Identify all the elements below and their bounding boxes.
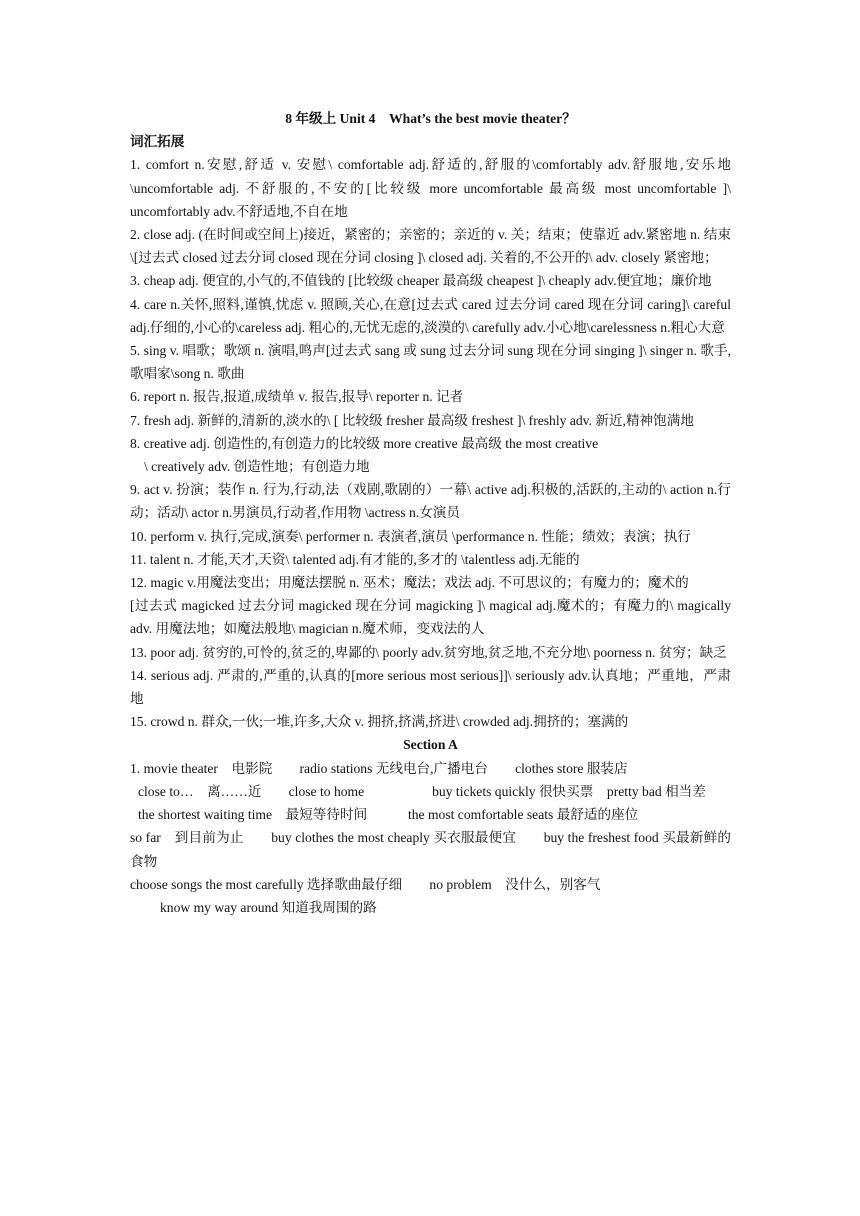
vocab-entry: 13. poor adj. 贫穷的,可怜的,贫乏的,卑鄙的\ poorly adv.贫穷地,贫乏地,不充分地\ poorness n. 贫穷；缺乏 xyxy=(130,644,727,660)
vocab-entry: 6. report n. 报告,报道,成绩单 v. 报告,报导\ reporter n. 记者 xyxy=(130,389,464,405)
vocab-entry: 7. fresh adj. 新鲜的,清新的,淡水的\ [ 比较级 fresher 最高级 freshest ]\ freshly adv. 新近,精神饱满地 xyxy=(130,412,694,428)
phrase-line: the shortest waiting time 最短等待时间 the most comfortable seats 最舒适的座位 xyxy=(138,807,639,823)
phrase-line: so far 到目前为止 buy clothes the most cheaply 买衣服最便宜 buy the freshest food 买最新鲜的食物 xyxy=(130,830,731,869)
vocab-entry: 8. creative adj. 创造性的,有创造力的比较级 more creative 最高级 the most creative xyxy=(130,435,599,451)
vocab-entry: 10. perform v. 执行,完成,演奏\ performer n. 表演者,演员 \performance n. 性能；绩效；表演；执行 xyxy=(130,528,691,544)
phrase-line: 1. movie theater 电影院 radio stations 无线电台,广播电台 clothes store 服装店 xyxy=(130,760,628,776)
vocab-entry-continued: \ creatively adv. 创造性地；有创造力地 xyxy=(144,459,370,475)
vocab-entry: 2. close adj. (在时间或空间上)接近，紧密的；亲密的；亲近的 v. 关；结束；使靠近 adv.紧密地 n. 结束\[过去式 closed 过去分词 closed 现在分词 closing ]\ closed adj. 关着的,不公开的\ adv. closely 紧密地； xyxy=(130,227,731,266)
vocab-entry: 9. act v. 扮演；装作 n. 行为,行动,法（戏剧,歌剧的）一幕\ active adj.积极的,活跃的,主动的\ action n.行动；活动\ actor n.男演员,行动者,作用物 \actress n.女演员 xyxy=(130,482,731,521)
vocab-entry: 5. sing v. 唱歌；歌颂 n. 演唱,鸣声[过去式 sang 或 sung 过去分词 sung 现在分词 singing ]\ singer n. 歌手,歌唱家\song n. 歌曲 xyxy=(130,343,731,382)
vocab-entry: [过去式 magicked 过去分词 magicked 现在分词 magicking ]\ magical adj.魔术的；有魔力的\ magically adv. 用魔法地；如魔法般地\ magician n.魔术师，变戏法的人 xyxy=(130,598,731,637)
vocab-heading: 词汇拓展 xyxy=(130,134,185,150)
phrase-line: choose songs the most carefully 选择歌曲最仔细 no problem 没什么，别客气 xyxy=(130,876,601,892)
vocab-entry: 15. crowd n. 群众,一伙;一堆,许多,大众 v. 拥挤,挤满,挤进\ crowded adj.拥挤的；塞满的 xyxy=(130,714,629,730)
vocab-entry: 1. comfort n.安慰,舒适 v. 安慰\ comfortable adj.舒适的,舒服的\comfortably adv.舒服地,安乐地 \uncomfortable adj. 不舒服的,不安的[比较级 more uncomfortable 最高级 most uncomfortable ]\ uncomfortably adv.不舒适地,不自在地 xyxy=(130,157,731,219)
document-title: 8 年级上 Unit 4 What’s the best movie theater？ xyxy=(285,111,576,126)
section-a-heading: Section A xyxy=(403,737,458,753)
phrase-line: know my way around 知道我周围的路 xyxy=(160,899,377,915)
document-body xyxy=(130,107,731,919)
vocab-entry: 12. magic v.用魔法变出；用魔法摆脱 n. 巫术；魔法；戏法 adj. 不可思议的；有魔力的；魔术的 xyxy=(130,575,689,591)
vocab-entry: 3. cheap adj. 便宜的,小气的,不值钱的 [比较级 cheaper 最高级 cheapest ]\ cheaply adv.便宜地；廉价地 xyxy=(130,273,712,289)
phrase-line: close to… 离……近 close to home buy tickets quickly 很快买票 pretty bad 相当差 xyxy=(138,783,706,799)
vocab-entry: 14. serious adj. 严肃的,严重的,认真的[more serious most serious]]\ seriously adv.认真地；严重地，严肃地 xyxy=(130,667,731,707)
vocab-entry: 4. care n.关怀,照料,谨慎,忧虑 v. 照顾,关心,在意[过去式 cared 过去分词 cared 现在分词 caring]\ careful adj.仔细的,小心的\careless adj. 粗心的,无忧无虑的,淡漠的\ carefully adv.小心地\carelessness n.粗心大意 xyxy=(130,296,731,335)
vocab-entry: 11. talent n. 才能,天才,天资\ talented adj.有才能的,多才的 \talentless adj.无能的 xyxy=(130,551,580,567)
